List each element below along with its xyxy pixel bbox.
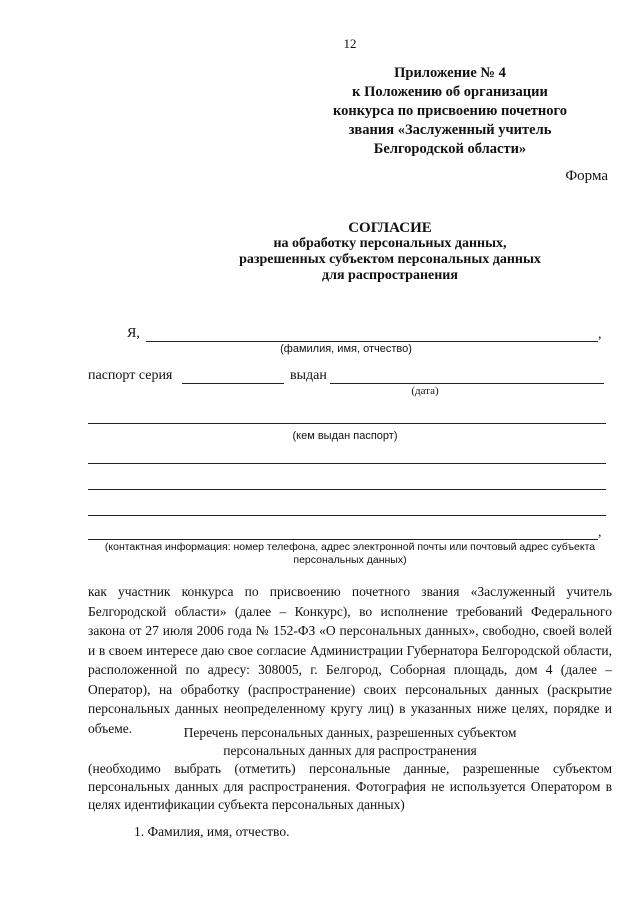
- list-heading-line-2: персональных данных для распространения: [223, 743, 477, 758]
- contact-input-line-2[interactable]: [88, 489, 606, 490]
- list-heading-line-1: Перечень персональных данных, разрешенных субъектом: [183, 725, 517, 740]
- fio-caption: (фамилия, имя, отчество): [280, 343, 412, 355]
- title-line-4: для распространения: [322, 268, 458, 283]
- consent-body-paragraph: как участник конкурса по присвоению почетного звания «Заслуженный учитель Белгородской области» (далее – Конкурс), во исполнение требований Федерального закона от 27 июля 2006 года № 152-ФЗ «О персональных данных», свободно, своей волей и в своем интересе даю свое согласие Администрации Губернатора Белгородской области, расположенной по адресу: 308005, г. Белгород, Соборная площадь, дом 4 (далее – Оператор), на обработку (распространение) своих персональных данных (раскрытие персональных данных неопределенному кругу лиц) в указанных ниже целях, порядке и объеме.: [88, 584, 612, 736]
- contact-input-line-1[interactable]: [88, 463, 606, 464]
- issued-by-caption: (кем выдан паспорт): [292, 430, 398, 442]
- issued-by-input-line[interactable]: [88, 423, 606, 424]
- list-note: (необходимо выбрать (отметить) персональные данные, разрешенные субъектом персональных данных для распространения. Фотография не используется Оператором в целях идентификации субъекта персональных данных): [88, 761, 612, 812]
- issued-label: выдан: [290, 368, 327, 383]
- form-label: Форма: [565, 168, 608, 184]
- passport-series-input-line[interactable]: [182, 383, 284, 384]
- appendix-line-4: звания «Заслуженный учитель: [348, 122, 552, 138]
- passport-label: паспорт серия: [88, 368, 173, 383]
- title-line-3: разрешенных субъектом персональных данных: [239, 252, 541, 267]
- contact-caption-line-2: персональных данных): [293, 554, 407, 566]
- appendix-line-1: Приложение № 4: [394, 65, 506, 81]
- list-heading: [88, 724, 612, 760]
- contact-input-line-4[interactable]: [88, 539, 598, 540]
- appendix-line-3: конкурса по присвоению почетного: [332, 103, 568, 119]
- date-caption: (дата): [411, 385, 439, 397]
- page-number: 12: [343, 36, 357, 51]
- contact-comma: ,: [598, 525, 602, 540]
- title-line-2: на обработку персональных данных,: [273, 236, 507, 251]
- issue-date-input-line[interactable]: [330, 383, 604, 384]
- contact-caption: [88, 541, 612, 567]
- appendix-line-5: Белгородской области»: [373, 141, 527, 157]
- contact-caption-line-1: (контактная информация: номер телефона, адрес электронной почты или почтовый адрес субъекта: [104, 541, 596, 553]
- i-label: Я,: [127, 326, 140, 341]
- appendix-header: [310, 64, 590, 159]
- fio-comma: ,: [598, 327, 602, 342]
- contact-input-line-3[interactable]: [88, 515, 606, 516]
- document-title: [90, 220, 640, 284]
- fio-input-line[interactable]: [146, 341, 598, 342]
- title-line-1: СОГЛАСИЕ: [348, 220, 432, 236]
- list-item: 1. Фамилия, имя, отчество.: [134, 824, 290, 839]
- appendix-line-2: к Положению об организации: [352, 84, 548, 100]
